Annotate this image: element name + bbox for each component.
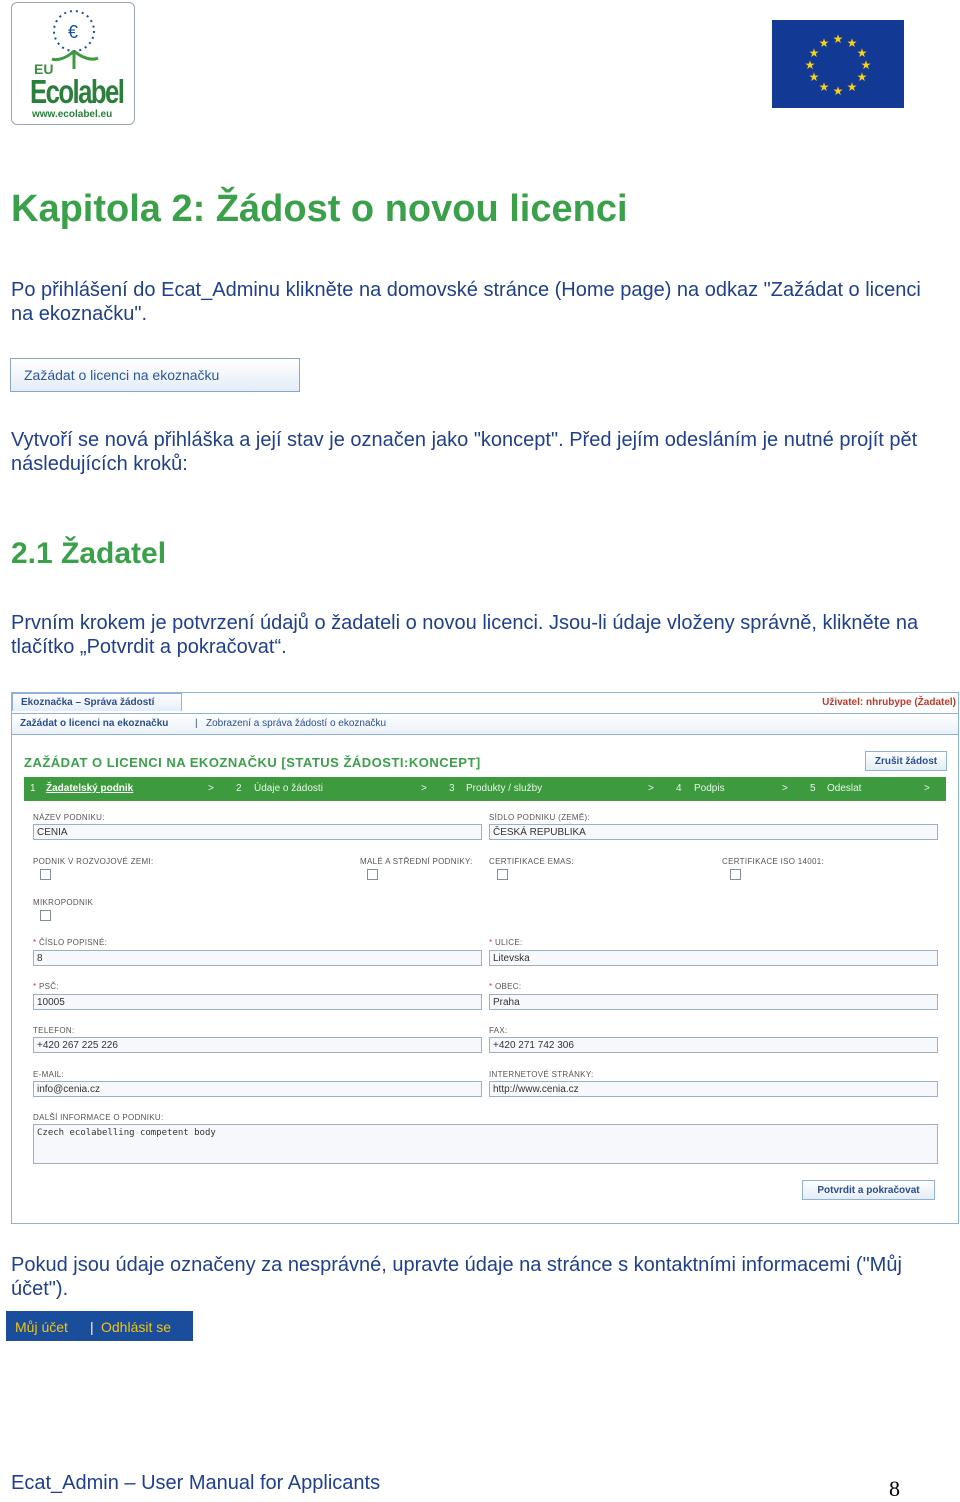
- step-arrow: >: [648, 783, 654, 794]
- info-textarea[interactable]: Czech ecolabelling competent body: [33, 1124, 938, 1164]
- micro-checkbox[interactable]: [40, 910, 51, 921]
- iso-checkbox[interactable]: [730, 869, 741, 880]
- sme-checkbox[interactable]: [367, 869, 378, 880]
- after-link-paragraph: Vytvoří se nová přihláška a její stav je označen jako "koncept". Před jejím odesláním je nutné projít pět následujících kroků:: [11, 429, 918, 475]
- step-4-num: 4: [676, 783, 682, 794]
- email-label: E-MAIL:: [33, 1070, 64, 1079]
- eu-stars-icon: [772, 20, 904, 108]
- applicant-form-screenshot: [11, 692, 959, 1224]
- iso-label: CERTIFIKACE ISO 14001:: [722, 857, 825, 866]
- fax-label: FAX:: [489, 1026, 508, 1035]
- svg-text:★: ★: [808, 46, 820, 60]
- step-1-num: 1: [30, 783, 36, 794]
- info-label: DALŠÍ INFORMACE O PODNIKU:: [33, 1113, 164, 1122]
- cancel-request-button[interactable]: Zrušit žádost: [865, 751, 947, 771]
- step-arrow: >: [924, 783, 930, 794]
- flower-icon: [12, 3, 136, 73]
- svg-text:€: €: [68, 22, 79, 42]
- svg-text:★: ★: [856, 46, 868, 60]
- account-separator: |: [90, 1319, 94, 1335]
- step-4-label[interactable]: Podpis: [694, 783, 725, 794]
- svg-text:★: ★: [804, 58, 816, 72]
- nav-manage-requests[interactable]: Zobrazení a správa žádostí o ekoznačku: [206, 718, 387, 729]
- zip-input[interactable]: 10005: [33, 994, 482, 1010]
- street-label: ULICE:: [494, 938, 523, 947]
- email-input[interactable]: info@cenia.cz: [33, 1081, 482, 1097]
- svg-text:★: ★: [808, 70, 820, 84]
- emas-checkbox[interactable]: [497, 869, 508, 880]
- account-bar: [6, 1311, 193, 1341]
- city-label: OBEC:: [494, 982, 522, 991]
- step-1-label[interactable]: Žadatelský podnik: [46, 783, 134, 794]
- required-mark: *: [489, 938, 493, 947]
- request-license-link[interactable]: [10, 358, 300, 392]
- zip-label: PSČ:: [38, 982, 59, 991]
- fax-input[interactable]: +420 271 742 306: [489, 1037, 938, 1053]
- step-3-num: 3: [449, 783, 455, 794]
- web-input[interactable]: http://www.cenia.cz: [489, 1081, 938, 1097]
- number-label: ČÍSLO POPISNÉ:: [38, 938, 108, 947]
- svg-text:★: ★: [860, 58, 872, 72]
- step-2-label[interactable]: Údaje o žádosti: [254, 783, 323, 794]
- my-account-link[interactable]: Můj účet: [15, 1319, 68, 1335]
- city-label-wrap: [489, 982, 521, 991]
- number-label-wrap: [33, 938, 107, 947]
- required-mark: *: [33, 982, 37, 991]
- svg-text:★: ★: [846, 36, 858, 50]
- required-mark: *: [489, 982, 493, 991]
- step-5-num: 5: [810, 783, 816, 794]
- step-arrow: >: [421, 783, 427, 794]
- page-number: 8: [889, 1476, 900, 1501]
- nav-bar: [12, 713, 958, 735]
- phone-label: TELEFON:: [33, 1026, 75, 1035]
- intro-paragraph: Po přihlášení do Ecat_Adminu klikněte na domovské stránce (Home page) na odkaz "Zažádat o licenci na ekoznačku".: [11, 279, 921, 325]
- tab-ecolabel-management[interactable]: Ekoznačka – Správa žádostí: [12, 693, 182, 711]
- svg-text:★: ★: [818, 36, 830, 50]
- eu-ecolabel-logo: [11, 2, 135, 125]
- street-input[interactable]: Litevska: [489, 950, 938, 966]
- street-label-wrap: [489, 938, 523, 947]
- logo-name-text: Ecolabel: [30, 73, 124, 110]
- svg-text:★: ★: [846, 80, 858, 94]
- nav-separator: |: [195, 718, 198, 729]
- request-license-label: Zažádat o licenci na ekoznačku: [24, 367, 220, 383]
- svg-text:★: ★: [832, 84, 844, 98]
- city-input[interactable]: Praha: [489, 994, 938, 1010]
- emas-label: CERTIFIKACE EMAS:: [489, 857, 574, 866]
- form-title: ZAŽÁDAT O LICENCI NA EKOZNAČKU [STATUS ŽÁDOSTI:KONCEPT]: [24, 755, 481, 770]
- eu-flag-logo: [772, 20, 904, 108]
- phone-input[interactable]: +420 267 225 226: [33, 1037, 482, 1053]
- web-label: INTERNETOVÉ STRÁNKY:: [489, 1070, 594, 1079]
- steps-bar: [24, 777, 946, 801]
- required-mark: *: [33, 938, 37, 947]
- section-paragraph: Prvním krokem je potvrzení údajů o žadateli o novou licenci. Jsou-li údaje vloženy správně, klikněte na tlačítko „Potvrdit a pokračovat“.: [11, 612, 919, 658]
- section-title: 2.1 Žadatel: [11, 537, 167, 570]
- user-label: Uživatel: nhrubype (Žadatel): [822, 697, 956, 708]
- seat-label: SÍDLO PODNIKU (ZEMĚ):: [489, 813, 590, 822]
- sme-label: MALÉ A STŘEDNÍ PODNIKY:: [360, 857, 473, 866]
- micro-label: MIKROPODNIK: [33, 898, 94, 907]
- developing-country-label: PODNIK V ROZVOJOVÉ ZEMI:: [33, 857, 154, 866]
- svg-text:★: ★: [832, 32, 844, 46]
- developing-country-checkbox[interactable]: [40, 869, 51, 880]
- seat-input[interactable]: ČESKÁ REPUBLIKA: [489, 824, 938, 840]
- zip-label-wrap: [33, 982, 59, 991]
- company-label: NÁZEV PODNIKU:: [33, 813, 105, 822]
- chapter-title: Kapitola 2: Žádost o novou licenci: [11, 188, 628, 230]
- number-input[interactable]: 8: [33, 950, 482, 966]
- after-shot-paragraph: Pokud jsou údaje označeny za nesprávné, upravte údaje na stránce s kontaktními informacemi ("Můj účet").: [11, 1254, 902, 1300]
- svg-text:★: ★: [856, 70, 868, 84]
- company-input[interactable]: CENIA: [33, 824, 482, 840]
- svg-text:★: ★: [818, 80, 830, 94]
- logo-eu-text: EU: [34, 61, 54, 77]
- footer-text: Ecat_Admin – User Manual for Applicants: [11, 1472, 381, 1494]
- confirm-continue-button[interactable]: Potvrdit a pokračovat: [802, 1180, 935, 1200]
- step-5-label[interactable]: Odeslat: [827, 783, 862, 794]
- nav-request-license[interactable]: Zažádat o licenci na ekoznačku: [20, 718, 169, 729]
- step-3-label[interactable]: Produkty / služby: [466, 783, 543, 794]
- logo-url-text: www.ecolabel.eu: [32, 109, 113, 120]
- step-arrow: >: [208, 783, 214, 794]
- step-2-num: 2: [236, 783, 242, 794]
- step-arrow: >: [782, 783, 788, 794]
- logout-link[interactable]: Odhlásit se: [101, 1319, 172, 1335]
